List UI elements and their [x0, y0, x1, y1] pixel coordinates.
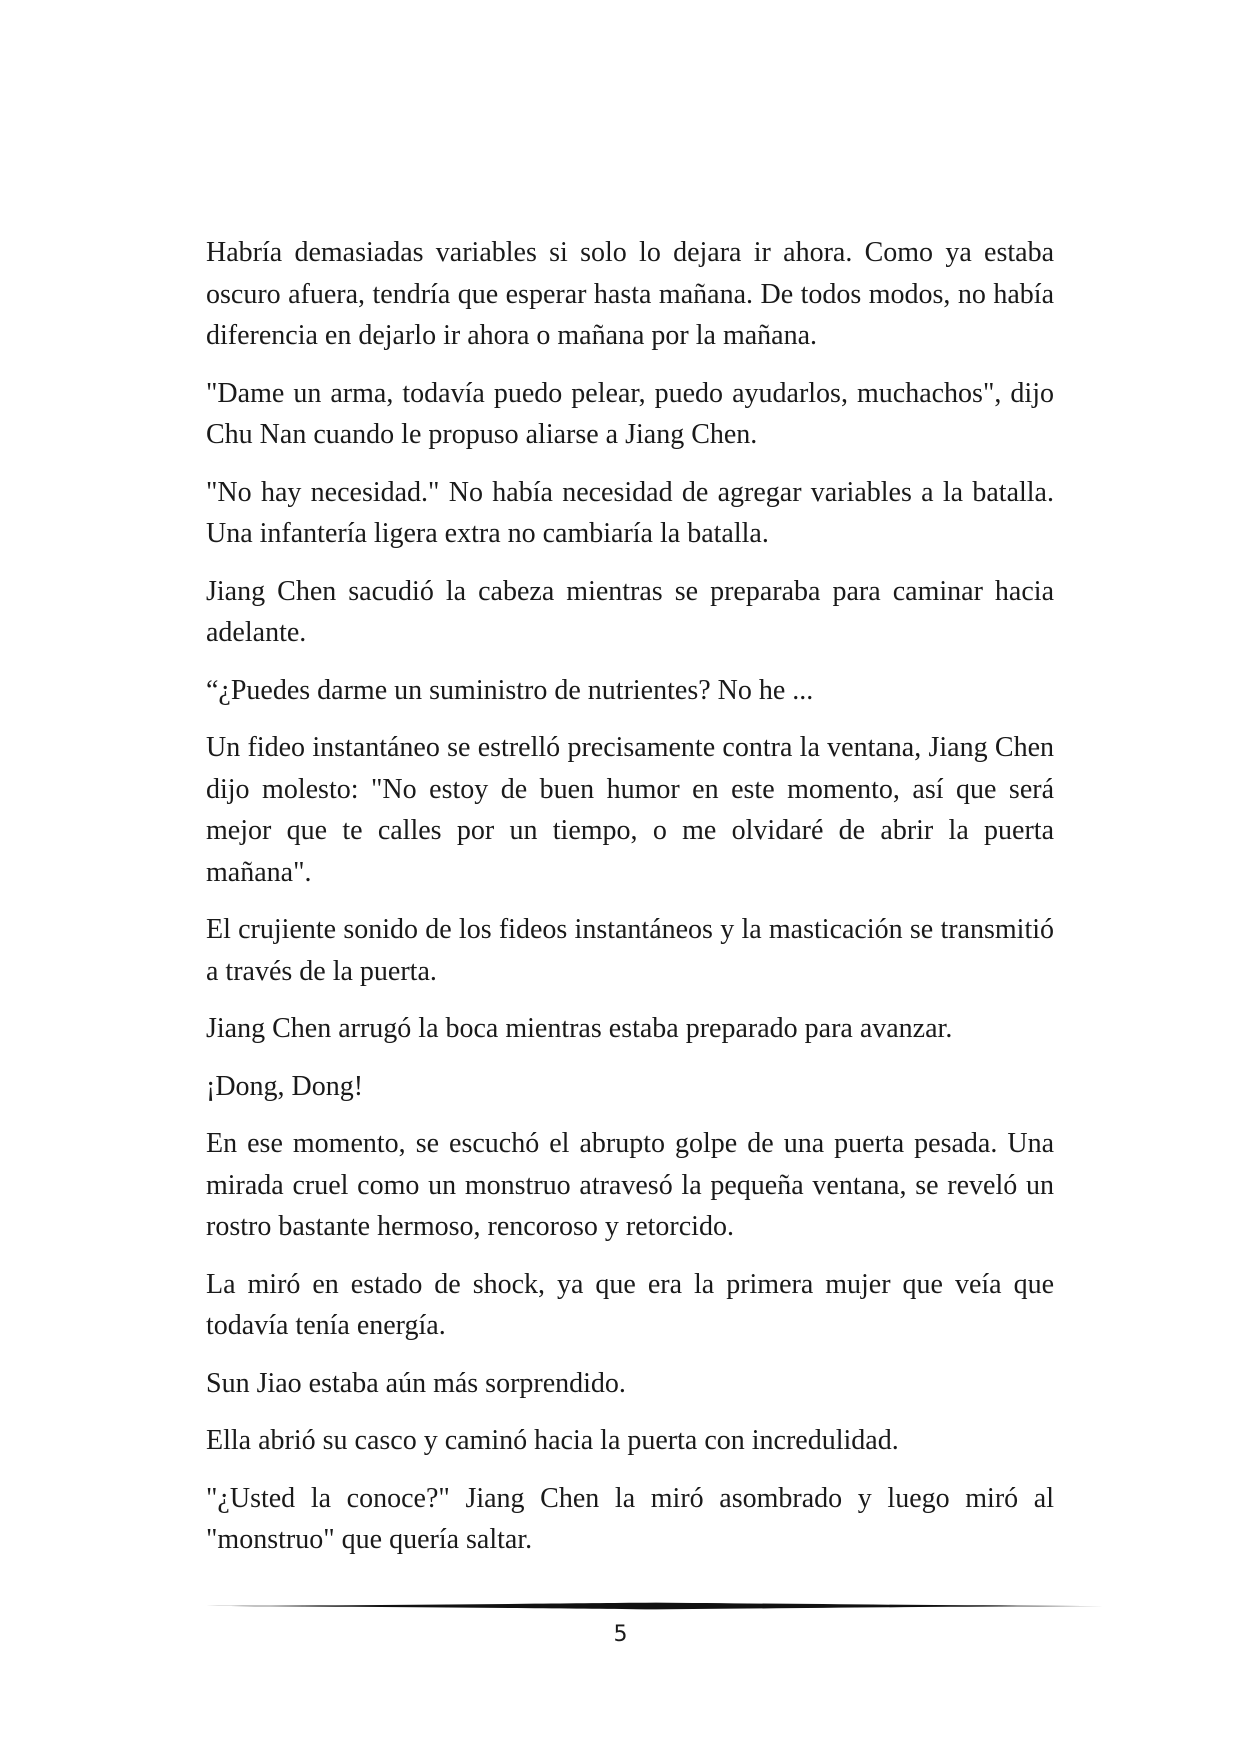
- footer-divider: [206, 1600, 1104, 1612]
- paragraph: "¿Usted la conoce?" Jiang Chen la miró asombrado y luego miró al "monstruo" que quería saltar.: [206, 1482, 1054, 1555]
- paragraph: La miró en estado de shock, ya que era la primera mujer que veía que todavía tenía energía.: [206, 1268, 1054, 1341]
- paragraph: Jiang Chen sacudió la cabeza mientras se preparaba para caminar hacia adelante.: [206, 575, 1054, 648]
- paragraph: ¡Dong, Dong!: [206, 1070, 364, 1102]
- paragraph: "Dame un arma, todavía puedo pelear, puedo ayudarlos, muchachos", dijo Chu Nan cuando le propuso aliarse a Jiang Chen.: [206, 377, 1054, 450]
- paragraph: Jiang Chen arrugó la boca mientras estaba preparado para avanzar.: [206, 1013, 953, 1044]
- paragraph: “¿Puedes darme un suministro de nutrientes? No he ...: [206, 674, 814, 706]
- paragraph: En ese momento, se escuchó el abrupto golpe de una puerta pesada. Una mirada cruel como un monstruo atravesó la pequeña ventana, se reveló un rostro bastante hermoso, rencoroso y retorcido.: [206, 1128, 1054, 1242]
- body-text: [206, 232, 1054, 1577]
- paragraph: Habría demasiadas variables si solo lo dejara ir ahora. Como ya estaba oscuro afuera, tendría que esperar hasta mañana. De todos modos, no había diferencia en dejarlo ir ahora o mañana por la mañana.: [206, 237, 1054, 351]
- paragraph: Sun Jiao estaba aún más sorprendido.: [206, 1367, 626, 1399]
- paragraph: Ella abrió su casco y caminó hacia la puerta con incredulidad.: [206, 1425, 899, 1456]
- paragraph: Un fideo instantáneo se estrelló precisamente contra la ventana, Jiang Chen dijo molesto: "No estoy de buen humor en este momento, así que será mejor que te calles por un tiempo, o me olvidaré de abrir la puerta mañana".: [206, 732, 1054, 888]
- page-number: 5: [613, 1622, 628, 1647]
- paragraph: El crujiente sonido de los fideos instantáneos y la masticación se transmitió a través de la puerta.: [206, 914, 1054, 987]
- paragraph: "No hay necesidad." No había necesidad de agregar variables a la batalla. Una infantería ligera extra no cambiaría la batalla.: [206, 476, 1054, 549]
